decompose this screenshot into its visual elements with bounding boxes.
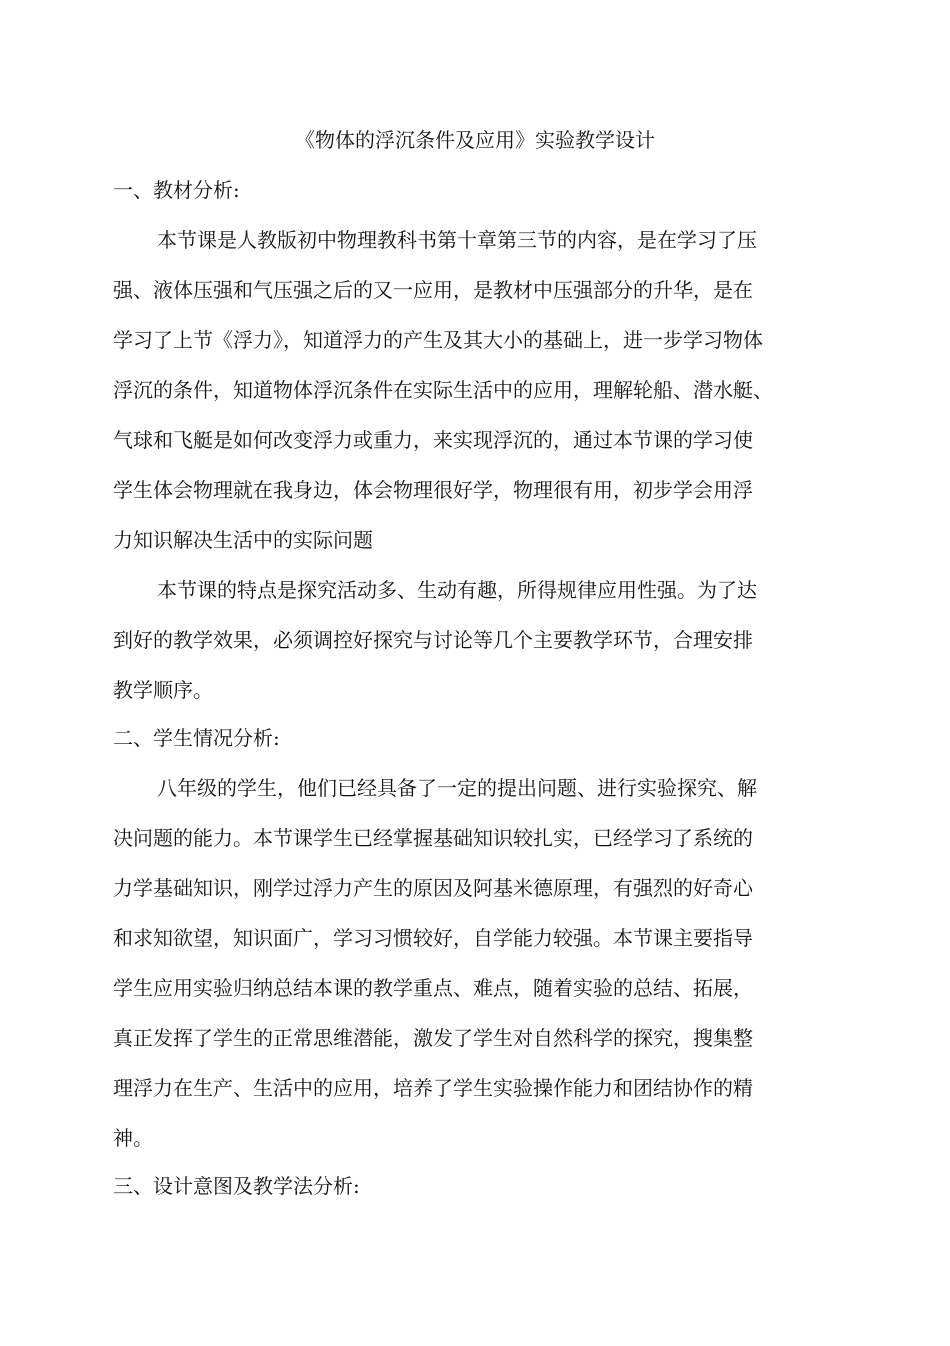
paragraph-line: 学习了上节《浮力》，知道浮力的产生及其大小的基础上，进一步学习物体 bbox=[113, 328, 763, 352]
paragraph-line: 理浮力在生产、生活中的应用，培养了学生实验操作能力和团结协作的精 bbox=[113, 1076, 753, 1100]
paragraph-line: 决问题的能力。本节课学生已经掌握基础知识较扎实，已经学习了系统的 bbox=[113, 826, 753, 850]
paragraph-line: 浮沉的条件，知道物体浮沉条件在实际生活中的应用，理解轮船、潜水艇、 bbox=[113, 378, 773, 402]
paragraph-line: 力学基础知识，刚学过浮力产生的原因及阿基米德原理，有强烈的好奇心 bbox=[113, 876, 753, 900]
document-title: 《物体的浮沉条件及应用》实验教学设计 bbox=[295, 128, 655, 152]
section-1-paragraph-1 bbox=[113, 215, 813, 565]
paragraph-line: 教学顺序。 bbox=[113, 678, 213, 702]
section-2-paragraph-1 bbox=[113, 763, 813, 1163]
paragraph-line: 本节课的特点是探究活动多、生动有趣，所得规律应用性强。为了达 bbox=[157, 578, 757, 602]
paragraph-line: 学生体会物理就在我身边，体会物理很好学，物理很有用，初步学会用浮 bbox=[113, 478, 753, 502]
section-1-paragraph-2 bbox=[113, 565, 813, 715]
section-heading-1: 一、教材分析: bbox=[113, 178, 240, 202]
paragraph-line: 本节课是人教版初中物理教科书第十章第三节的内容，是在学习了压 bbox=[157, 228, 757, 252]
paragraph-line: 和求知欲望，知识面广，学习习惯较好，自学能力较强。本节课主要指导 bbox=[113, 926, 753, 950]
paragraph-line: 气球和飞艇是如何改变浮力或重力，来实现浮沉的，通过本节课的学习使 bbox=[113, 428, 753, 452]
paragraph-line: 神。 bbox=[113, 1126, 153, 1150]
paragraph-line: 强、液体压强和气压强之后的又一应用，是教材中压强部分的升华，是在 bbox=[113, 278, 753, 302]
paragraph-line: 八年级的学生，他们已经具备了一定的提出问题、进行实验探究、解 bbox=[157, 776, 757, 800]
paragraph-line: 力知识解决生活中的实际问题 bbox=[113, 528, 373, 552]
section-heading-2: 二、学生情况分析: bbox=[113, 726, 280, 750]
paragraph-line: 到好的教学效果，必须调控好探究与讨论等几个主要教学环节，合理安排 bbox=[113, 628, 753, 652]
paragraph-line: 学生应用实验归纳总结本课的教学重点、难点，随着实验的总结、拓展， bbox=[113, 976, 753, 1000]
section-heading-3: 三、设计意图及教学法分析: bbox=[113, 1174, 360, 1198]
paragraph-line: 真正发挥了学生的正常思维潜能，激发了学生对自然科学的探究，搜集整 bbox=[113, 1026, 753, 1050]
